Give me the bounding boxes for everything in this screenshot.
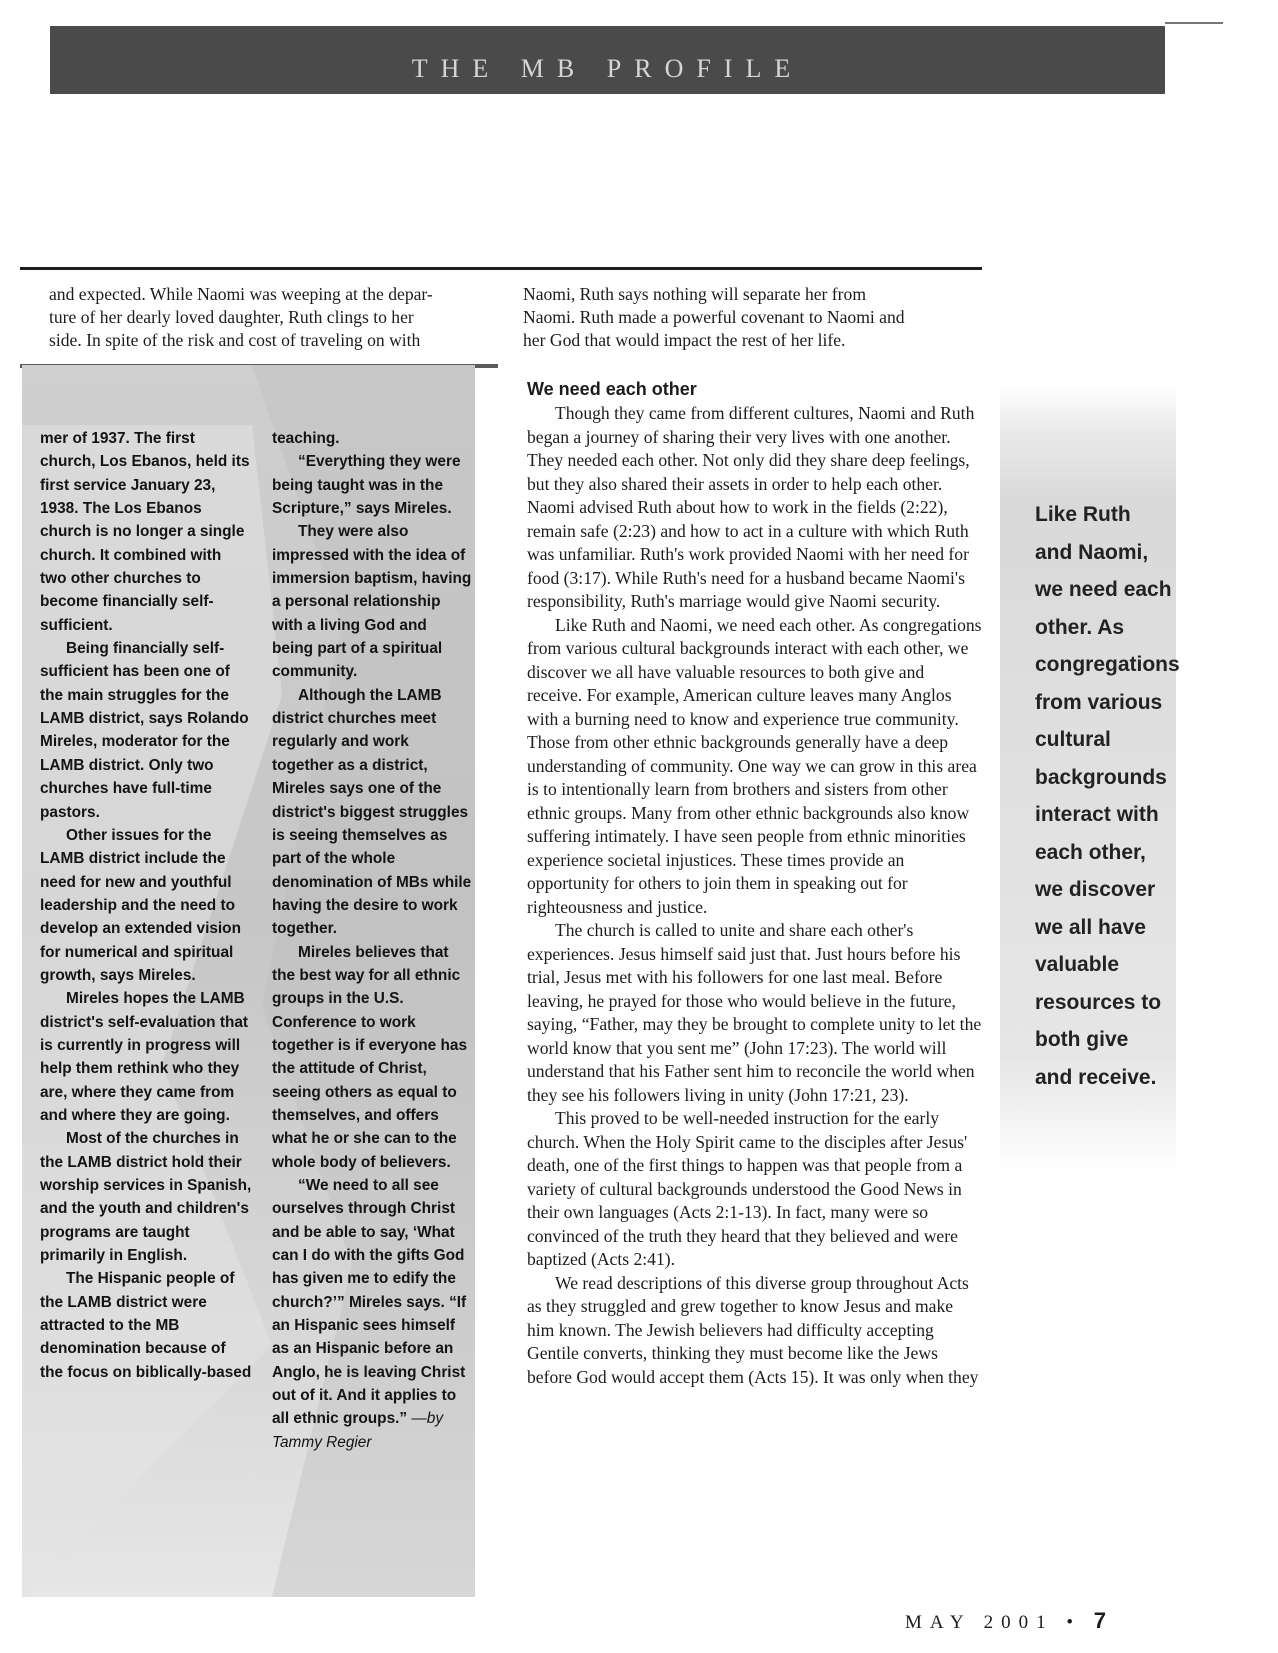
byline: —by Tammy Regier: [272, 1410, 444, 1451]
pullquote-line: we all have: [1035, 915, 1146, 939]
intro-line: side. In spite of the risk and cost of traveling on with: [49, 330, 421, 350]
pullquote-line: from various: [1035, 690, 1163, 714]
page-title: THE MB PROFILE: [411, 54, 804, 83]
sidebar-paragraph: Being financially self-sufficient has been one of the main struggles for the LAMB district, says Rolando Mireles, moderator for the LAMB district. Only two churches have full-time pastors.: [40, 640, 249, 821]
intro-left: [49, 283, 479, 352]
sidebar-quote: “We need to all see ourselves through Christ and be able to say, ‘What can I do with the gifts God has given me to edify the church?’” Mireles says. “If an Hispanic sees himself as an Hispanic before an Anglo, he is leaving Christ out of it. And it applies to all ethnic groups.”: [272, 1177, 467, 1428]
sidebar-paragraph: The Hispanic people of the LAMB district were attracted to the MB denomination because of the focus on biblically-based: [40, 1270, 252, 1381]
banner-edge-line: [1165, 22, 1223, 24]
pullquote-line: backgrounds: [1035, 765, 1167, 789]
intro-line: Naomi. Ruth made a powerful covenant to Naomi and: [523, 307, 905, 327]
pullquote-line: Like Ruth: [1035, 503, 1131, 526]
sidebar-paragraph: Mireles hopes the LAMB district's self-evaluation that is currently in progress will help them rethink who they are, where they came from and where they are going.: [40, 990, 249, 1124]
pullquote-line: interact with: [1035, 803, 1159, 826]
pullquote-line: and Naomi,: [1035, 540, 1149, 564]
article-paragraph: We read descriptions of this diverse group throughout Acts as they struggled and grew together to know Jesus and make him known. The Jewish believers had difficulty accepting Gentile converts, thinking they must become like the Jews before God would accept them (Acts 15). It was only when they: [527, 1272, 979, 1387]
pullquote-line: and receive.: [1035, 1065, 1157, 1089]
pullquote-line: we need each: [1035, 578, 1172, 601]
sidebar-paragraph: teaching.: [272, 430, 340, 447]
pullquote-line: resources to: [1035, 990, 1162, 1014]
sidebar-paragraph: Mireles believes that the best way for all ethnic groups in the U.S. Conference to work together is if everyone has the attitude of Christ, seeing others as equal to themselves, and offers what he or she can to the whole body of believers.: [272, 943, 468, 1171]
sidebar-paragraph: mer of 1937. The first church, Los Ebanos, held its first service January 23, 1938. The Los Ebanos church is no longer a single church. It combined with two other churches to become financially self-sufficient.: [40, 430, 250, 634]
pullquote-line: valuable: [1035, 953, 1120, 976]
sidebar-column-1: [40, 427, 252, 1384]
page-number: 7: [1093, 1608, 1107, 1633]
sidebar-paragraph: Other issues for the LAMB district include the need for new and youthful leadership and the need to develop an extended vision for numerical and spiritual growth, says Mireles.: [40, 826, 241, 984]
pullquote-line: we discover: [1035, 878, 1156, 901]
intro-line: and expected. While Naomi was weeping at the depar-: [49, 284, 433, 304]
sidebar-paragraph: Although the LAMB district churches meet regularly and work together as a district, Mireles says one of the district's biggest struggles is seeing themselves as part of the whole denomination of MBs while having the desire to work together.: [272, 686, 472, 938]
pullquote: [1035, 496, 1245, 1096]
pullquote-line: both give: [1035, 1028, 1129, 1051]
section-heading: We need each other: [527, 379, 697, 399]
article-paragraph: The church is called to unite and share each other's experiences. Jesus himself said just that. Just hours before his trial, Jesus met with his followers for one last meal. Before leaving, he prayed for those who would believe in the future, saying, “Father, may they be brought to complete unity to let the world know that you sent me” (John 17:23). The world will understand that his Father sent him to reconcile the world when they see his followers living in unity (John 17:21, 23).: [527, 920, 982, 1105]
sidebar-paragraph: Most of the churches in the LAMB district hold their worship services in Spanish, and the youth and children's programs are taught primarily in English.: [40, 1130, 252, 1265]
sidebar-paragraph: “Everything they were being taught was in the Scripture,” says Mireles.: [272, 453, 461, 518]
intro-line: her God that would impact the rest of her life.: [523, 330, 846, 350]
sidebar-paragraph: They were also impressed with the idea of immersion baptism, having a personal relationship with a living God and being part of a spiritual community.: [272, 523, 472, 681]
intro-line: ture of her dearly loved daughter, Ruth clings to her: [49, 307, 414, 327]
page-footer: [905, 1608, 1106, 1634]
sidebar-column-2: [272, 427, 472, 1454]
intro-right: [523, 283, 983, 352]
article-paragraph: This proved to be well-needed instruction for the early church. When the Holy Spirit came to the disciples after Jesus' death, one of the first things to happen was that people from a variety of cultural backgrounds understood the Good News in their own languages (Acts 2:1-13). In fact, many were so convinced of the truth they heard that they believed and were baptized (Acts 2:41).: [527, 1108, 968, 1269]
pullquote-line: cultural: [1035, 728, 1111, 751]
footer-bullet: •: [1066, 1612, 1082, 1633]
article-paragraph: Like Ruth and Naomi, we need each other. As congregations from various cultural backgrounds interact with each other, we discover we all have valuable resources to both give and receive. For example, American culture leaves many Anglos with a burning need to know and experience true community. Those from other ethnic backgrounds generally have a deep understanding of community. One way we can grow in this area is to intentionally learn from brothers and sisters from other ethnic groups. Many from other ethnic backgrounds also know suffering intimately. I have seen people from ethnic minorities experience societal injustices. These times provide an opportunity for others to join them in speaking out for righteousness and justice.: [527, 614, 982, 917]
top-rule: [20, 267, 982, 270]
pullquote-line: each other,: [1035, 840, 1146, 864]
header-banner: [50, 26, 1165, 94]
article-body: [527, 378, 982, 1389]
pullquote-line: congregations: [1035, 653, 1180, 676]
article-paragraph: Though they came from different cultures, Naomi and Ruth began a journey of sharing their very lives with one another. They needed each other. Not only did they share deep feelings, but they also shared their assets in order to help each other. Naomi advised Ruth about how to work in the fields (2:22), remain safe (2:23) and how to act in a culture with which Ruth was unfamiliar. Ruth's work provided Naomi with her need for food (3:17). While Ruth's need for a husband became Naomi's responsibility, Ruth's marriage would give Naomi security.: [527, 403, 975, 611]
pullquote-line: other. As: [1035, 615, 1125, 639]
intro-line: Naomi, Ruth says nothing will separate her from: [523, 284, 867, 304]
issue-date: MAY 2001: [905, 1612, 1054, 1633]
sidebar-box: [22, 365, 475, 1597]
sidebar-paragraph: [272, 1174, 472, 1454]
